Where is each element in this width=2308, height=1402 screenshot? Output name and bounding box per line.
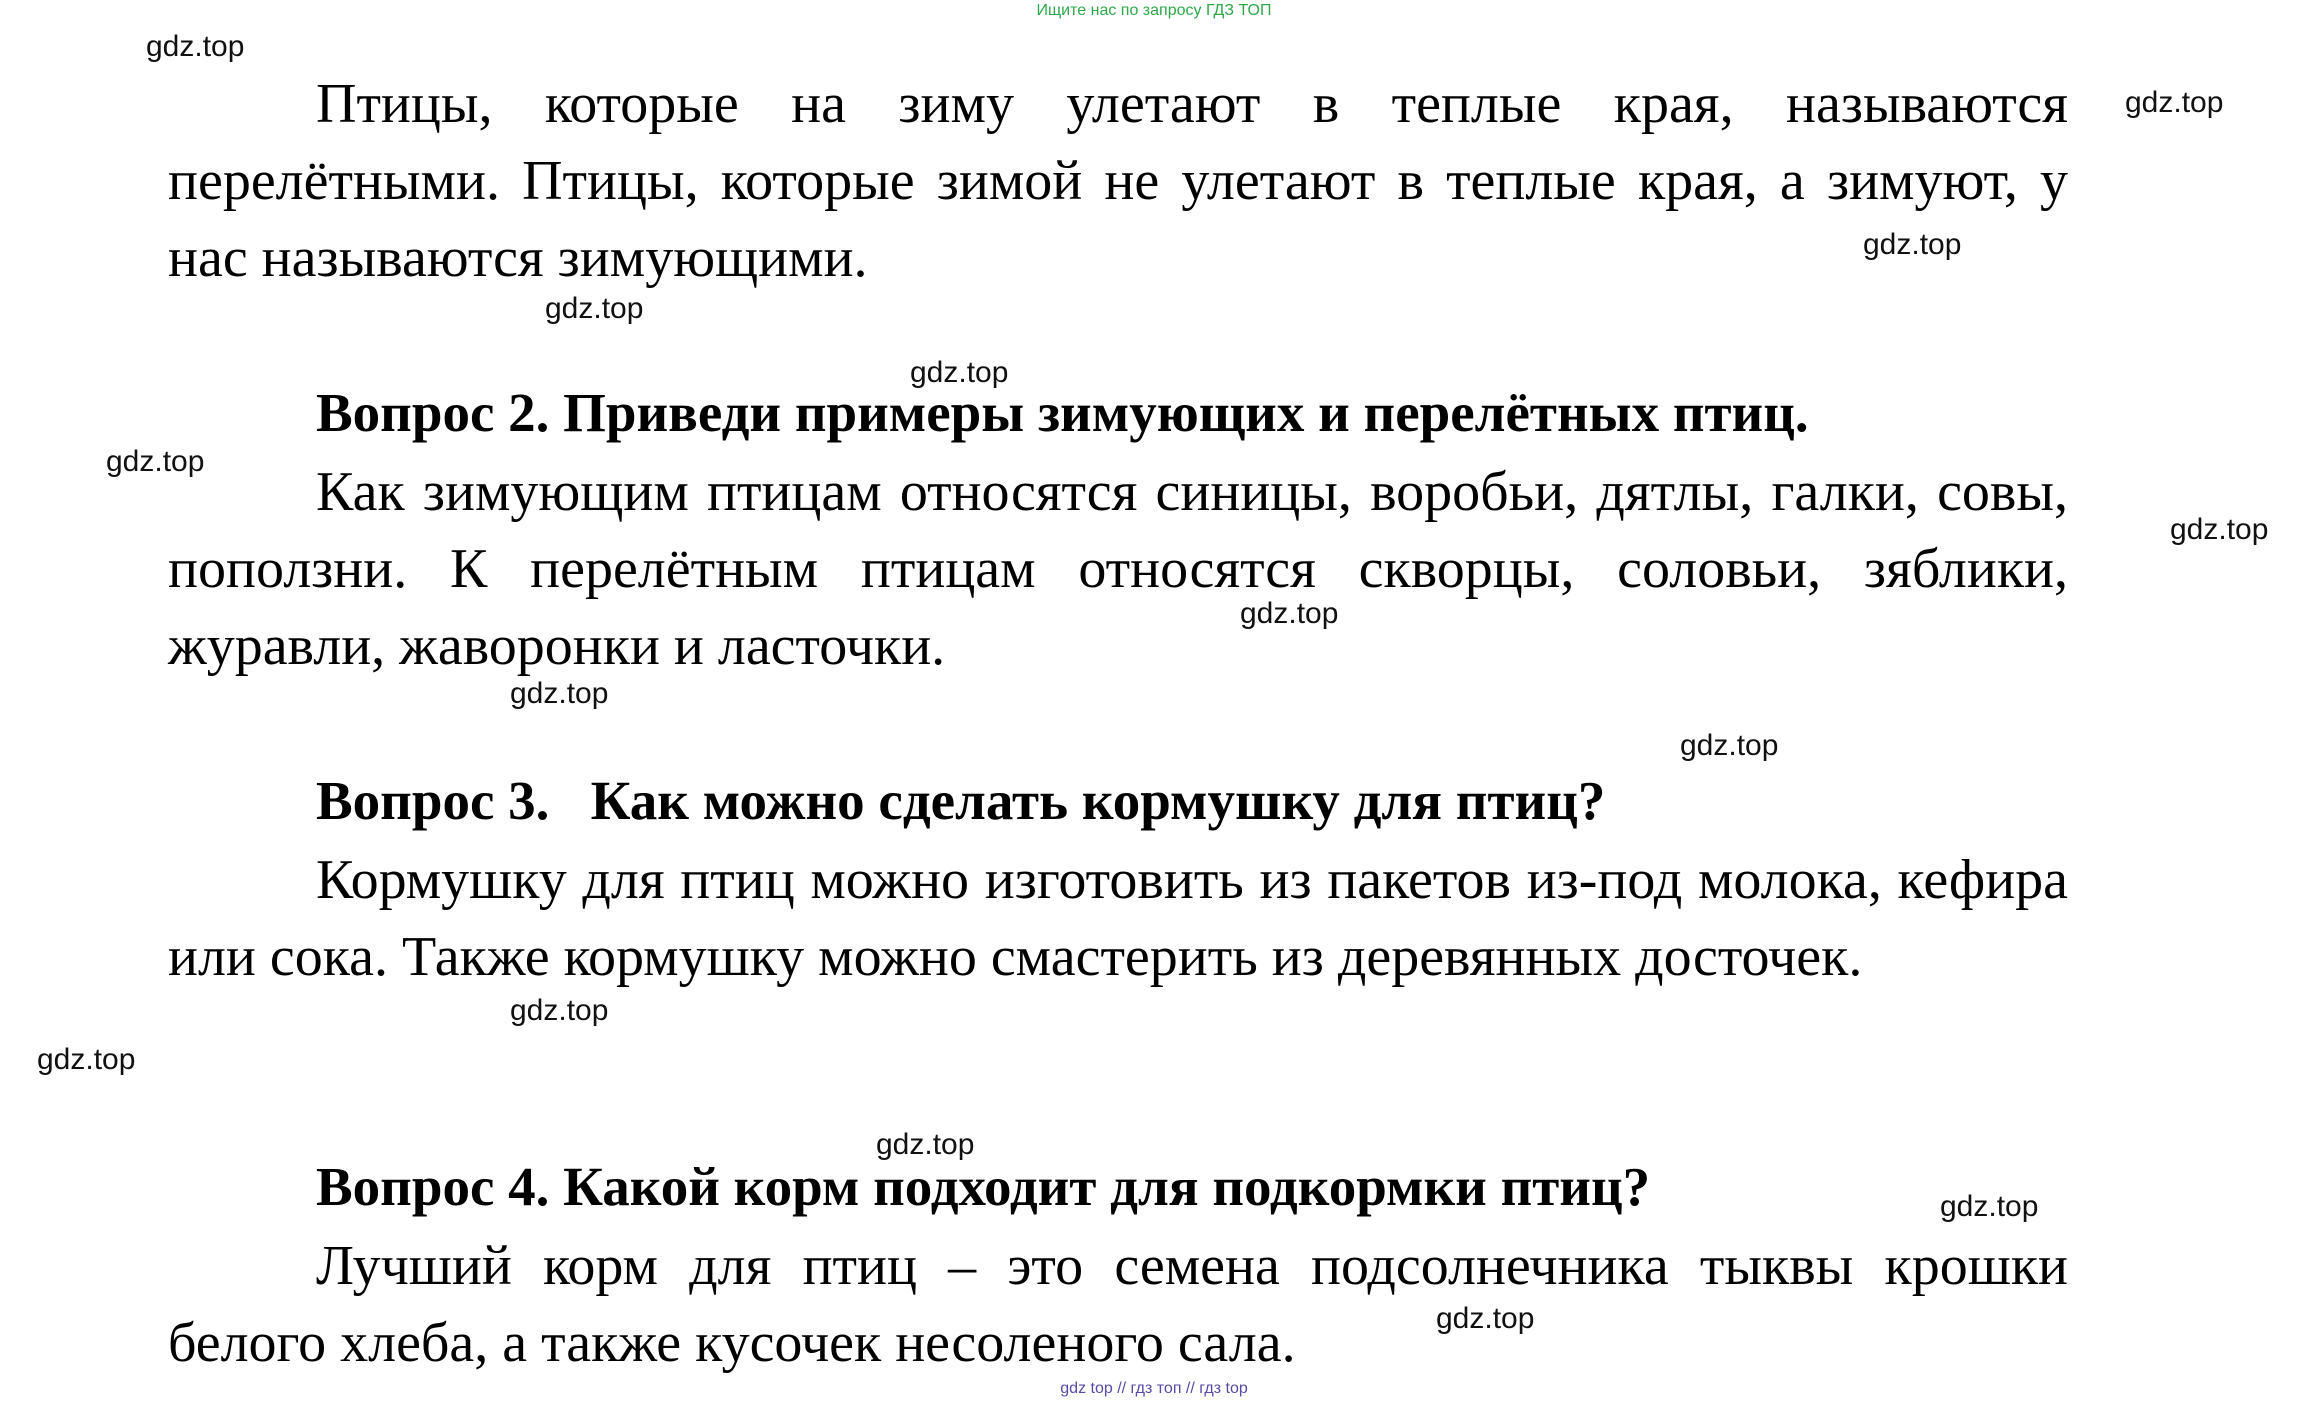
question-3-answer: Кормушку для птиц можно изготовить из пакетов из-под молока, кефира или сока. Также кормушку можно смастерить из деревянных досточек. <box>168 849 2068 988</box>
watermark: gdz.top <box>37 1043 136 1076</box>
watermark: gdz.top <box>106 445 205 478</box>
watermark: gdz.top <box>2170 513 2269 546</box>
question-3-heading: Вопрос 3. Как можно сделать кормушку для птиц? <box>316 770 1606 831</box>
intro-paragraph: Птицы, которые на зиму улетают в теплые края, называются перелётными. Птицы, которые зимой не улетают в теплые края, а зимуют, у нас называются зимующими. <box>168 73 2068 289</box>
watermark: gdz.top <box>876 1128 975 1161</box>
question-2-heading: Вопрос 2. Приведи примеры зимующих и перелётных птиц. <box>316 382 1809 443</box>
watermark: gdz.top <box>1240 597 1339 630</box>
watermark: gdz.top <box>545 292 644 325</box>
bottom-banner: gdz top // гдз топ // гдз top <box>1060 1380 1248 1397</box>
watermark: gdz.top <box>1436 1302 1535 1335</box>
question-2-answer: Как зимующим птицам относятся синицы, воробьи, дятлы, галки, совы, поползни. К перелётным птицам относятся скворцы, соловьи, зяблики, журавли, жаворонки и ласточки. <box>168 461 2068 677</box>
watermark: gdz.top <box>910 356 1009 389</box>
watermark: gdz.top <box>510 677 609 710</box>
question-4-answer: Лучший корм для птиц – это семена подсолнечника тыквы крошки белого хлеба, а также кусочек несоленого сала. <box>168 1235 2068 1374</box>
watermark: gdz.top <box>1863 228 1962 261</box>
watermark: gdz.top <box>2125 86 2224 119</box>
top-banner: Ищите нас по запросу ГДЗ ТОП <box>1036 2 1272 19</box>
watermark: gdz.top <box>510 994 609 1027</box>
question-4-heading: Вопрос 4. Какой корм подходит для подкормки птиц? <box>316 1156 1651 1217</box>
watermark: gdz.top <box>146 30 245 63</box>
watermark: gdz.top <box>1680 729 1779 762</box>
watermark: gdz.top <box>1940 1190 2039 1223</box>
